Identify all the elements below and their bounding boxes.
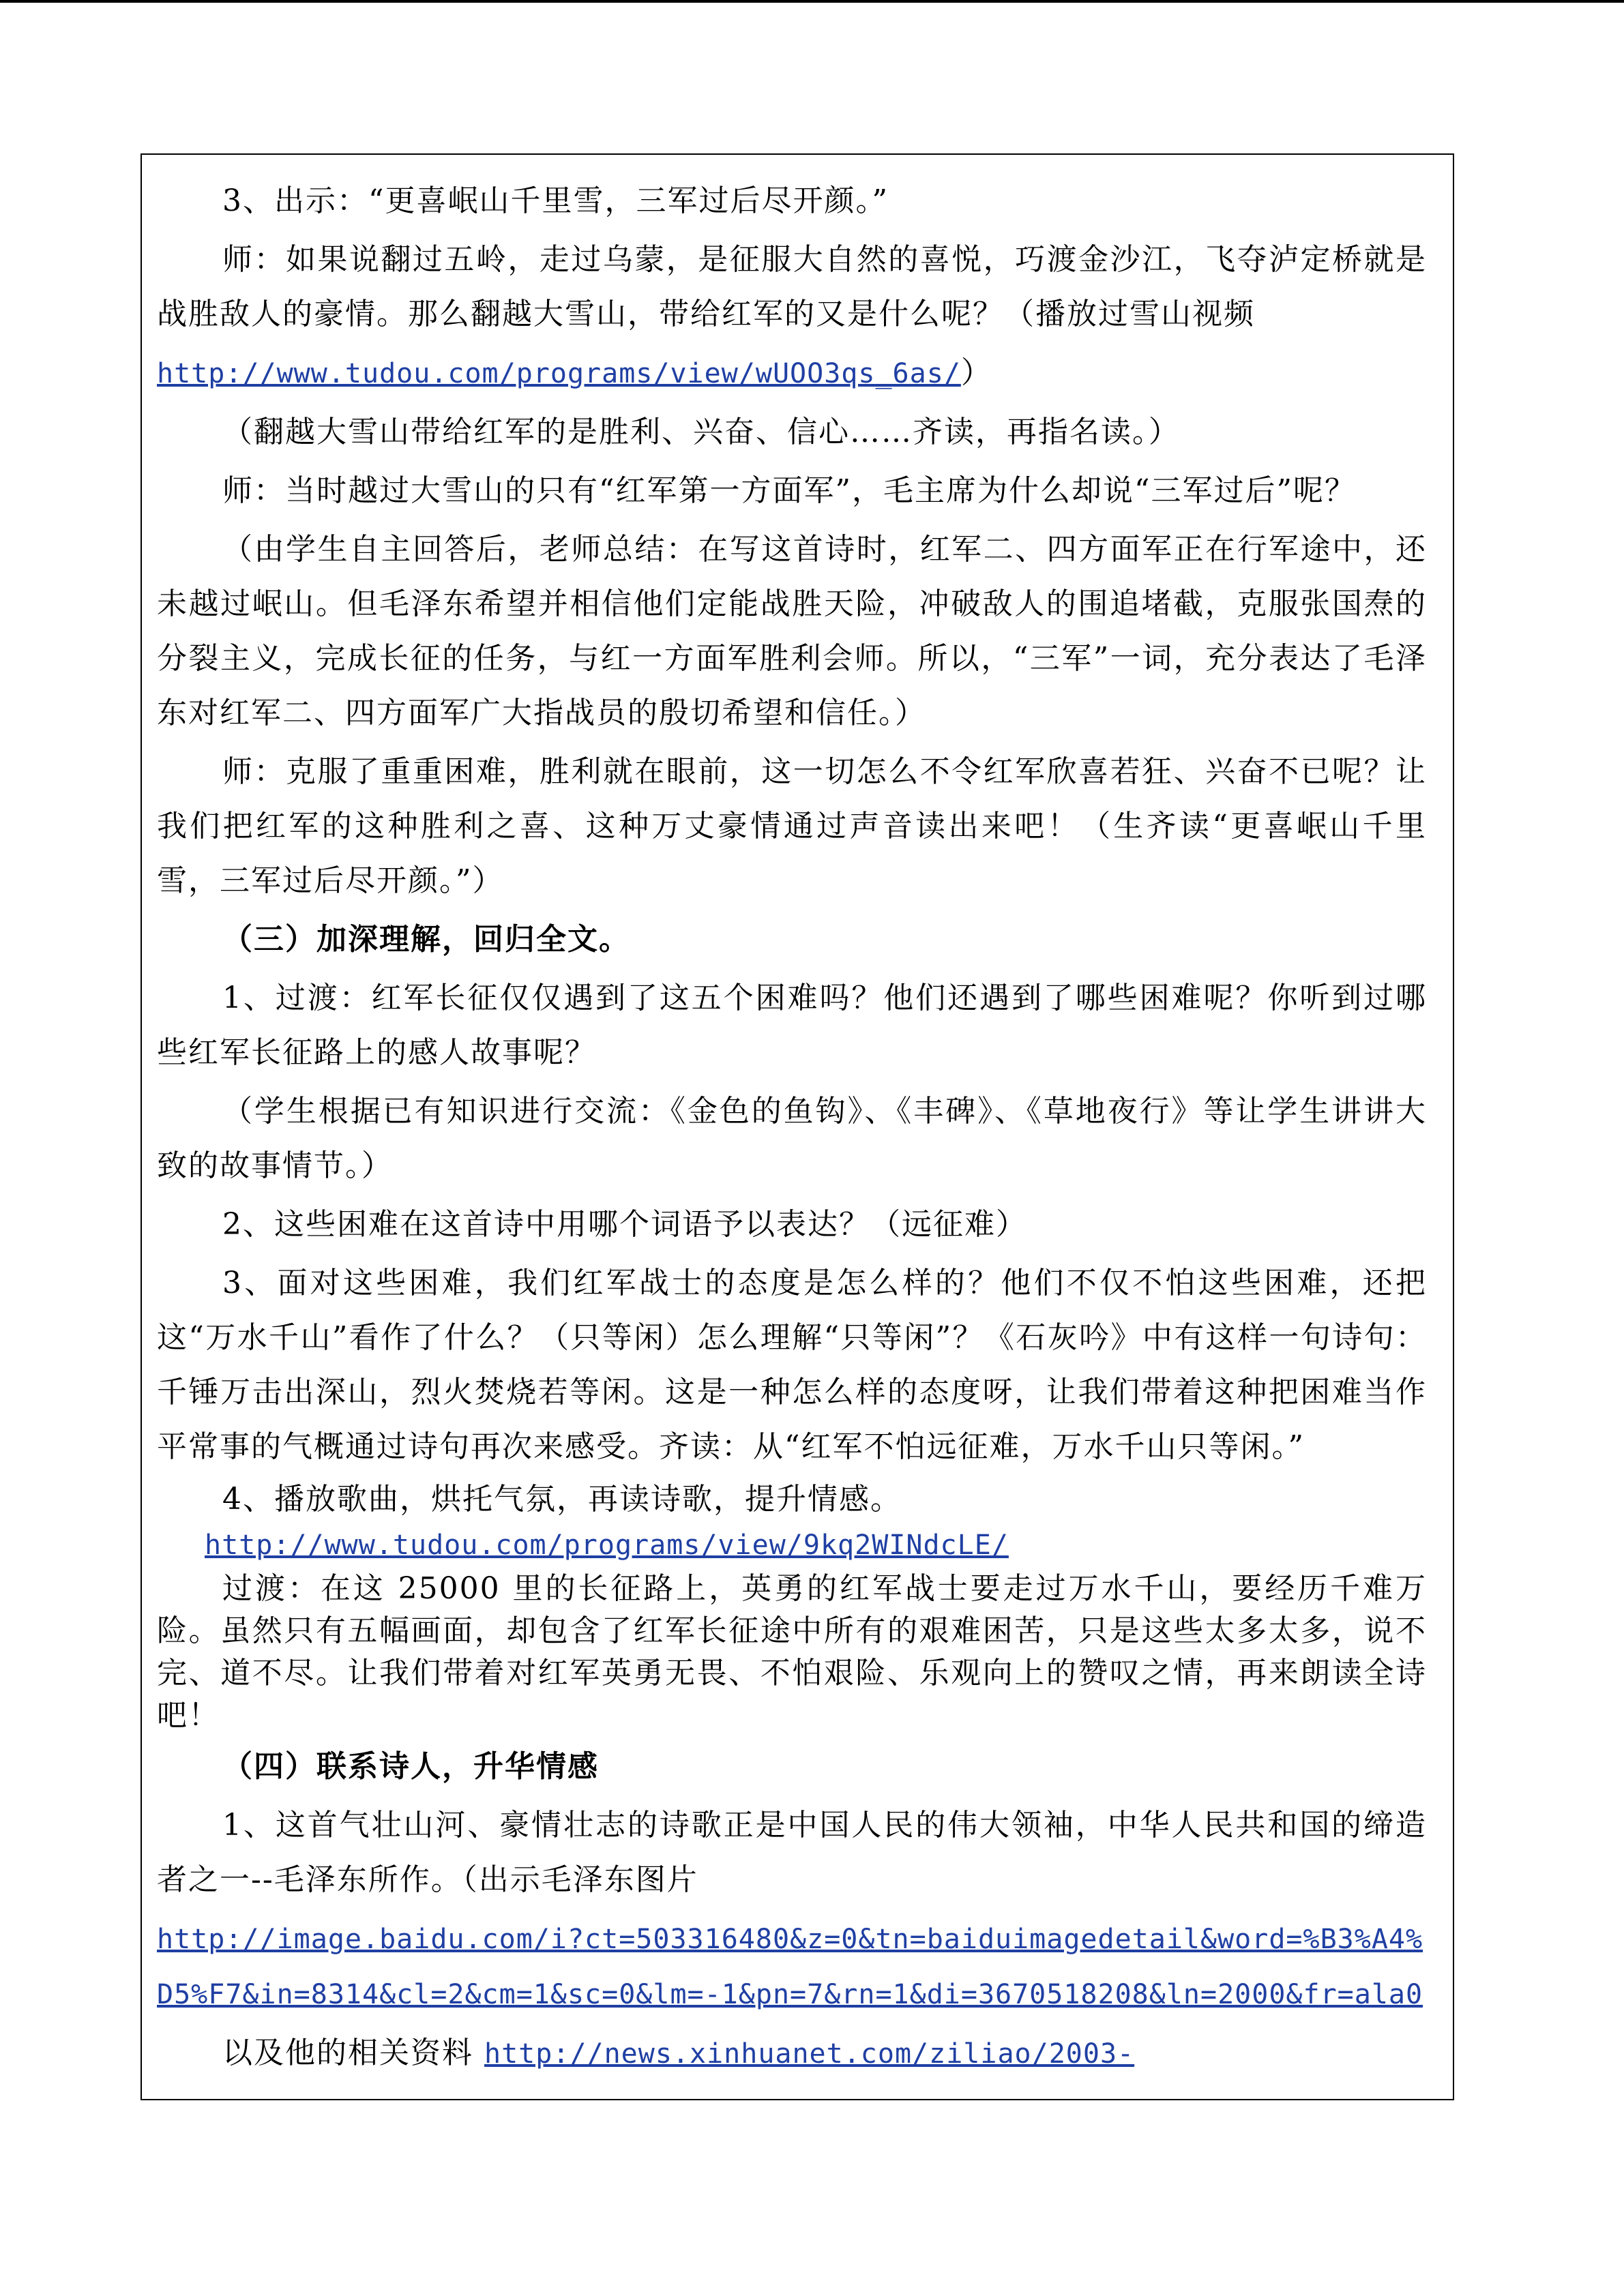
paragraph-teacher-victory-reading: 师：克服了重重困难，胜利就在眼前，这一切怎么不令红军欣喜若狂、兴奋不已呢？让我们把红军的这种胜利之喜、这种万丈豪情通过声音读出来吧！（生齐读“更喜岷山千里雪，三军过后尽开颜。”） — [157, 754, 1427, 898]
paragraph-image-link — [157, 1911, 1427, 2022]
paragraph-teacher-summary-three-armies: （由学生自主回答后，老师总结：在写这首诗时，红军二、四方面军正在行军途中，还未越过岷山。但毛泽东希望并相信他们定能战胜天险，冲破敌人的围追堵截，克服张国焘的分裂主义，完成长征的任务，与红一方面军胜利会师。所以，“三军”一词，充分表达了毛泽东对红军二、四方面军广大指战员的殷切希望和信任。） — [157, 532, 1427, 730]
closing-paren: ） — [960, 355, 992, 390]
xinhua-materials-link[interactable]: http://news.xinhuanet.com/ziliao/2003- — [484, 2038, 1135, 2070]
paragraph-show-verse: 3、出示：“更喜岷山千里雪，三军过后尽开颜。” — [222, 183, 889, 218]
paragraph-song-link — [157, 1523, 1427, 1566]
lesson-plan-frame — [141, 153, 1454, 2100]
song-video-link[interactable]: http://www.tudou.com/programs/view/9kq2WINdcLE/ — [205, 1530, 1009, 1561]
paragraph-student-stories: （学生根据已有知识进行交流：《金色的鱼钩》、《丰碑》、《草地夜行》等让学生讲讲大致的故事情节。） — [157, 1094, 1427, 1183]
section-heading-deepen-understanding: （三）加深理解，回归全文。 — [222, 922, 630, 957]
paragraph-expression-question: 2、这些困难在这首诗中用哪个词语予以表达？（远征难） — [222, 1207, 1027, 1242]
page-top-rule — [0, 0, 1624, 3]
paragraph-transition-long-march: 过渡：在这 25000 里的长征路上，英勇的红军战士要走过万水千山，要经历千难万险。虽然只有五幅画面，却包含了红军长征途中所有的艰难困苦，只是这些太多太多，说不完、道不尽。让我们带着对红军英勇无畏、不怕艰险、乐观向上的赞叹之情，再来朗读全诗吧！ — [157, 1571, 1427, 1733]
mao-image-link[interactable]: http://image.baidu.com/i?ct=503316480&z=0&tn=baiduimagedetail&word=%B3%A4%D5%F7&in=8314&cl=2&cm=1&sc=0&lm=-1&pn=7&rn=1&di=3670518208&ln=2000&fr=ala0 — [157, 1924, 1423, 2010]
paragraph-attitude-question: 3、面对这些困难，我们红军战士的态度是怎么样的？他们不仅不怕这些困难，还把这“万水千山”看作了什么？（只等闲）怎么理解“只等闲”？《石灰吟》中有这样一句诗句：千锤万击出深山，烈火焚烧若等闲。这是一种怎么样的态度呀，让我们带着这种把困难当作平常事的气概通过诗句再次来感受。齐读：从“红军不怕远征难，万水千山只等闲。” — [157, 1266, 1427, 1464]
paragraph-related-materials — [157, 2026, 1427, 2081]
paragraph-transition-difficulties: 1、过渡：红军长征仅仅遇到了这五个困难吗？他们还遇到了哪些困难呢？你听到过哪些红军长征路上的感人故事呢？ — [157, 981, 1427, 1070]
video-link-snow-mountain[interactable]: http://www.tudou.com/programs/view/wUOO3qs_6as/ — [157, 358, 961, 389]
paragraph-teacher-question-snow-mountain: 师：如果说翻过五岭，走过乌蒙，是征服大自然的喜悦，巧渡金沙江，飞夺泸定桥就是战胜敌人的豪情。那么翻越大雪山，带给红军的又是什么呢？（播放过雪山视频 — [157, 242, 1427, 331]
paragraph-teacher-question-three-armies: 师：当时越过大雪山的只有“红军第一方面军”，毛主席为什么却说“三军过后”呢？ — [222, 473, 1356, 508]
paragraph-play-song: 4、播放歌曲，烘托气氛，再读诗歌，提升情感。 — [222, 1482, 902, 1517]
paragraph-poet-intro: 1、这首气壮山河、豪情壮志的诗歌正是中国人民的伟大领袖，中华人民共和国的缔造者之一--毛泽东所作。（出示毛泽东图片 — [157, 1808, 1427, 1897]
related-materials-label: 以及他的相关资料 — [222, 2036, 484, 2070]
paragraph-video-link-snow-mountain — [157, 346, 1427, 401]
paragraph-snow-mountain-answer: （翻越大雪山带给红军的是胜利、兴奋、信心……齐读，再指名读。） — [222, 415, 1180, 449]
section-heading-connect-poet: （四）联系诗人，升华情感 — [222, 1749, 599, 1784]
